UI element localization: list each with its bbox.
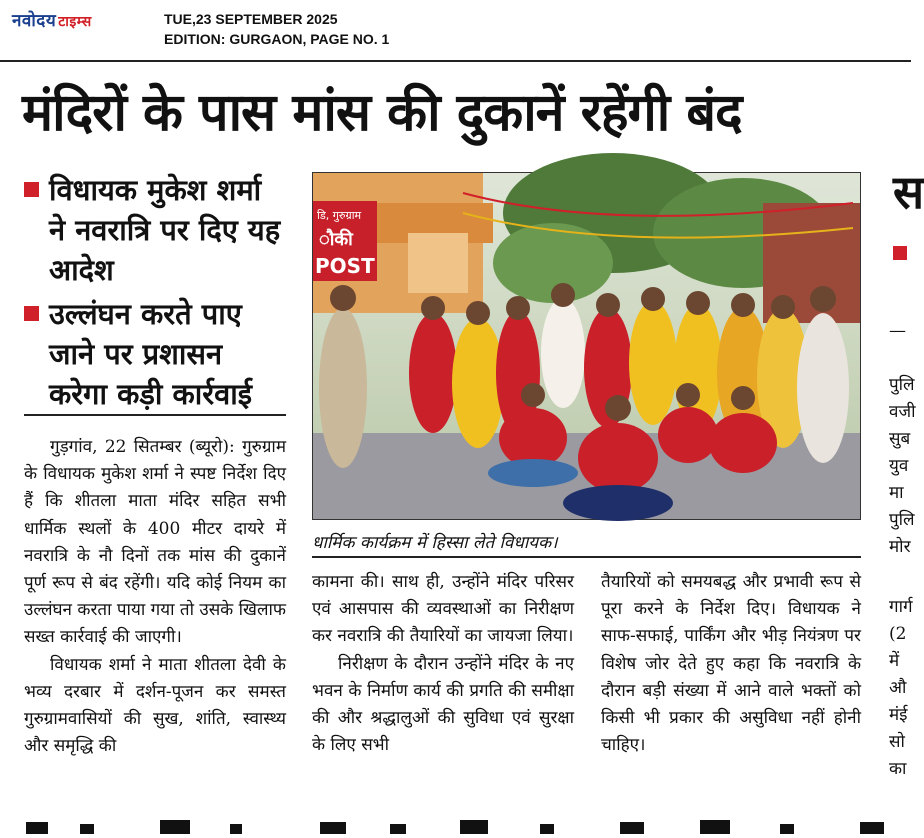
subheading-item xyxy=(24,294,286,414)
subheading-divider xyxy=(24,414,286,416)
fragment-line: पुलि xyxy=(889,510,915,530)
fragment-line: सो xyxy=(889,732,905,752)
adjacent-headline-fragment: स xyxy=(893,165,924,219)
article-column-2 xyxy=(312,569,574,759)
next-headline-fragment xyxy=(20,812,900,834)
fragment-line: वजी xyxy=(889,402,916,422)
bullet-square-icon xyxy=(24,182,39,197)
fragment-line: मा xyxy=(889,483,904,503)
subheading-text: विधायक मुकेश शर्मा ने नवरात्रि पर दिए यह आदेश xyxy=(49,173,281,287)
paragraph: गुड़गांव, 22 सितम्बर (ब्यूरो): गुरुग्राम के विधायक मुकेश शर्मा ने स्पष्ट निर्देश दिए हैं कि शीतला माता मंदिर सहित सभी धार्मिक स्थलों के 400 मीटर दायरे में नवरात्रि के नौ दिनों तक मांस की दुकानें पूर्ण रूप से बंद रहेंगी। यदि कोई नियम का उल्लंघन करता पाया गया तो उसके खिलाफ सख्त कार्रवाई की जाएगी। xyxy=(24,437,286,648)
fragment-line: में xyxy=(889,651,900,671)
sign-text-1: डि, गुरुग्राम xyxy=(317,209,362,222)
sign-text-3: POST xyxy=(315,254,375,278)
paragraph: कामना की। साथ ही, उन्होंने मंदिर परिसर एवं आसपास की व्यवस्थाओं का निरीक्षण कर नवरात्रि की तैयारियों का जायजा लिया। xyxy=(312,572,574,647)
adjacent-column-fragment xyxy=(889,372,915,561)
fragment-line: मोर xyxy=(889,537,911,557)
fragment-line: सुब xyxy=(889,429,911,449)
newspaper-logo[interactable] xyxy=(12,8,92,31)
article-column-1 xyxy=(24,434,286,760)
article-headline: मंदिरों के पास मांस की दुकानें रहेंगी बंद xyxy=(22,83,742,143)
subheadings xyxy=(24,170,286,418)
masthead-divider xyxy=(0,60,911,62)
article-column-3 xyxy=(601,569,861,759)
sign-text-2: ौकी xyxy=(319,229,353,250)
adjacent-bullet-square-icon xyxy=(893,246,907,260)
caption-divider xyxy=(312,556,861,558)
edition-page: EDITION: GURGAON, PAGE NO. 1 xyxy=(164,31,390,47)
fragment-line: गार्ग xyxy=(889,597,913,617)
paragraph: तैयारियों को समयबद्ध और प्रभावी रूप से पूरा करने के निर्देश दिए। विधायक ने साफ-सफाई, पार्किंग और भीड़ नियंत्रण पर विशेष जोर देते हुए कहा कि नवरात्रि के दौरान बड़ी संख्या में आने वाले भक्तों को किसी भी प्रकार की असुविधा नहीं होनी चाहिए। xyxy=(601,572,861,756)
fragment-line: (2 xyxy=(889,624,907,644)
article-photo[interactable] xyxy=(312,172,861,520)
fragment-line: मंई xyxy=(889,705,908,725)
adjacent-column-fragment-2 xyxy=(889,594,913,783)
fragment-line: पुलि xyxy=(889,375,915,395)
fragment-line: औ xyxy=(889,678,907,698)
logo-sub: टाइम्स xyxy=(58,14,92,30)
adjacent-dash: — xyxy=(889,321,906,341)
subheading-text: उल्लंघन करते पाए जाने पर प्रशासन करेगा कड़ी कार्रवाई xyxy=(49,297,252,411)
edition-info xyxy=(164,9,389,49)
bullet-square-icon xyxy=(24,306,39,321)
masthead xyxy=(0,0,911,60)
fragment-line: का xyxy=(889,759,907,779)
subheading-item xyxy=(24,170,286,290)
fragment-line: युव xyxy=(889,456,909,476)
issue-date: TUE,23 SEPTEMBER 2025 xyxy=(164,11,338,27)
logo-main: नवोदय xyxy=(12,11,57,31)
paragraph: विधायक शर्मा ने माता शीतला देवी के भव्य दरबार में दर्शन-पूजन कर समस्त गुरुग्रामवासियों की सुख, शांति, स्वास्थ्य और समृद्धि की xyxy=(24,654,286,757)
photo-caption: धार्मिक कार्यक्रम में हिस्सा लेते विधायक। xyxy=(312,533,558,553)
paragraph: निरीक्षण के दौरान उन्होंने मंदिर के नए भवन के निर्माण कार्य की प्रगति की समीक्षा की और श्रद्धालुओं की सुविधा एवं सुरक्षा के लिए सभी xyxy=(312,653,574,756)
